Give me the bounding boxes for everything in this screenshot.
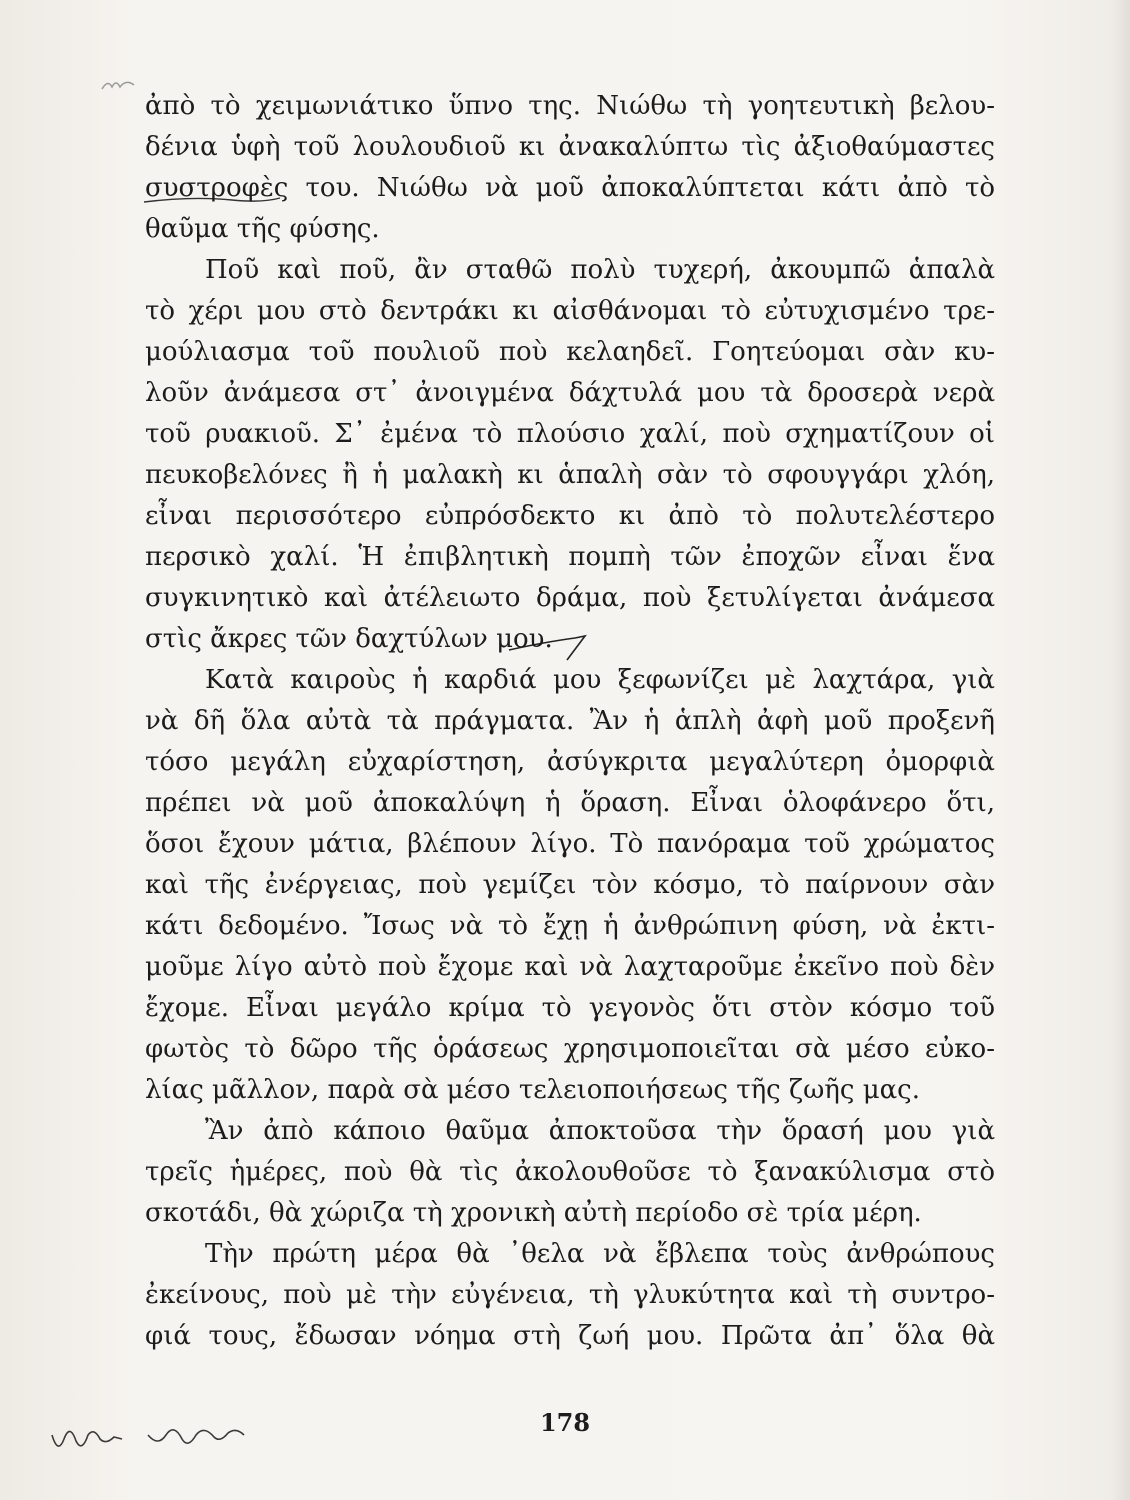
text-line: μούλιασμα τοῦ πουλιοῦ ποὺ κελαηδεῖ. Γοητεύομαι σὰν κυ- (145, 337, 995, 367)
text-line: περσικὸ χαλί. Ἡ ἐπιβλητικὴ πομπὴ τῶν ἐποχῶν εἶναι ἕνα (145, 542, 995, 572)
text-line: ἀπὸ τὸ χειμωνιάτικο ὕπνο της. Νιώθω τὴ γοητευτικὴ βελου- (145, 91, 995, 121)
text-line: τόσο μεγάλη εὐχαρίστηση, ἀσύγκριτα μεγαλύτερη ὀμορφιὰ (145, 747, 995, 777)
handwritten-scribble (48, 1405, 268, 1465)
text-line: μοῦμε λίγο αὐτὸ ποὺ ἔχομε καὶ νὰ λαχταροῦμε ἐκεῖνο ποὺ δὲν (145, 952, 995, 982)
page-edge-shadow (1110, 0, 1130, 1500)
text-line: νὰ δῆ ὅλα αὐτὰ τὰ πράγματα. Ἂν ἡ ἁπλὴ ἀφὴ μοῦ προξενῆ (145, 706, 995, 736)
text-line: πρέπει νὰ μοῦ ἀποκαλύψη ἡ ὅραση. Εἶναι ὁλοφάνερο ὅτι, (145, 788, 995, 818)
text-line: Ἂν ἀπὸ κάποιο θαῦμα ἀποκτοῦσα τὴν ὅρασή μου γιὰ (205, 1116, 995, 1146)
text-line: φωτὸς τὸ δῶρο τῆς ὁράσεως χρησιμοποιεῖται σὰ μέσο εὐκο- (145, 1034, 995, 1064)
text-line: ἔχομε. Εἶναι μεγάλο κρίμα τὸ γεγονὸς ὅτι στὸν κόσμο τοῦ (145, 993, 995, 1023)
text-line: σκοτάδι, θὰ χώριζα τὴ χρονικὴ αὐτὴ περίοδο σὲ τρία μέρη. (145, 1198, 922, 1228)
text-line: λοῦν ἀνάμεσα στ᾽ ἀνοιγμένα δάχτυλά μου τὰ δροσερὰ νερὰ (145, 378, 995, 408)
text-line: θαῦμα τῆς φύσης. (145, 214, 380, 244)
text-line: εἶναι περισσότερο εὐπρόσδεκτο κι ἀπὸ τὸ πολυτελέστερο (145, 501, 995, 531)
pencil-mark-top-left (100, 75, 140, 95)
text-line: ἐκείνους, ποὺ μὲ τὴν εὐγένεια, τὴ γλυκύτητα καὶ τὴ συντρο- (145, 1280, 995, 1310)
text-line: δένια ὑφὴ τοῦ λουλουδιοῦ κι ἀνακαλύπτω τὶς ἀξιοθαύμαστες (145, 132, 995, 162)
text-line: τὸ χέρι μου στὸ δεντράκι κι αἰσθάνομαι τὸ εὐτυχισμένο τρε- (145, 296, 995, 326)
text-line: Κατὰ καιροὺς ἡ καρδιά μου ξεφωνίζει μὲ λαχτάρα, γιὰ (205, 665, 995, 695)
page-number: 178 (539, 1408, 591, 1437)
text-line: τοῦ ρυακιοῦ. Σ᾽ ἐμένα τὸ πλούσιο χαλί, ποὺ σχηματίζουν οἱ (145, 419, 995, 449)
text-line: πευκοβελόνες ἢ ἡ μαλακὴ κι ἁπαλὴ σὰν τὸ σφουγγάρι χλόη, (145, 460, 995, 490)
text-line: συγκινητικὸ καὶ ἀτέλειωτο δράμα, ποὺ ξετυλίγεται ἀνάμεσα (145, 583, 995, 613)
text-line: λίας μᾶλλον, παρὰ σὰ μέσο τελειοποιήσεως τῆς ζωῆς μας. (145, 1075, 920, 1105)
text-line: ὅσοι ἔχουν μάτια, βλέπουν λίγο. Τὸ πανόραμα τοῦ χρώματος (145, 829, 995, 859)
text-line: καὶ τῆς ἐνέργειας, ποὺ γεμίζει τὸν κόσμο, τὸ παίρνουν σὰν (145, 870, 995, 900)
text-line: στὶς ἄκρες τῶν δαχτύλων μου. (145, 624, 553, 654)
text-line: κάτι δεδομένο. Ἴσως νὰ τὸ ἔχῃ ἡ ἀνθρώπινη φύση, νὰ ἐκτι- (145, 911, 995, 941)
text-line: Τὴν πρώτη μέρα θὰ ᾽θελα νὰ ἔβλεπα τοὺς ἀνθρώπους (205, 1239, 995, 1269)
text-line: συστροφὲς του. Νιώθω νὰ μοῦ ἀποκαλύπτεται κάτι ἀπὸ τὸ (145, 173, 995, 203)
body-text (145, 86, 995, 1357)
text-line: τρεῖς ἡμέρες, ποὺ θὰ τὶς ἀκολουθοῦσε τὸ ξανακύλισμα στὸ (145, 1157, 995, 1187)
text-line: Ποῦ καὶ ποῦ, ἂν σταθῶ πολὺ τυχερή, ἀκουμπῶ ἁπαλὰ (205, 255, 995, 285)
text-line: φιά τους, ἔδωσαν νόημα στὴ ζωή μου. Πρῶτα ἀπ᾽ ὅλα θὰ (145, 1321, 995, 1351)
